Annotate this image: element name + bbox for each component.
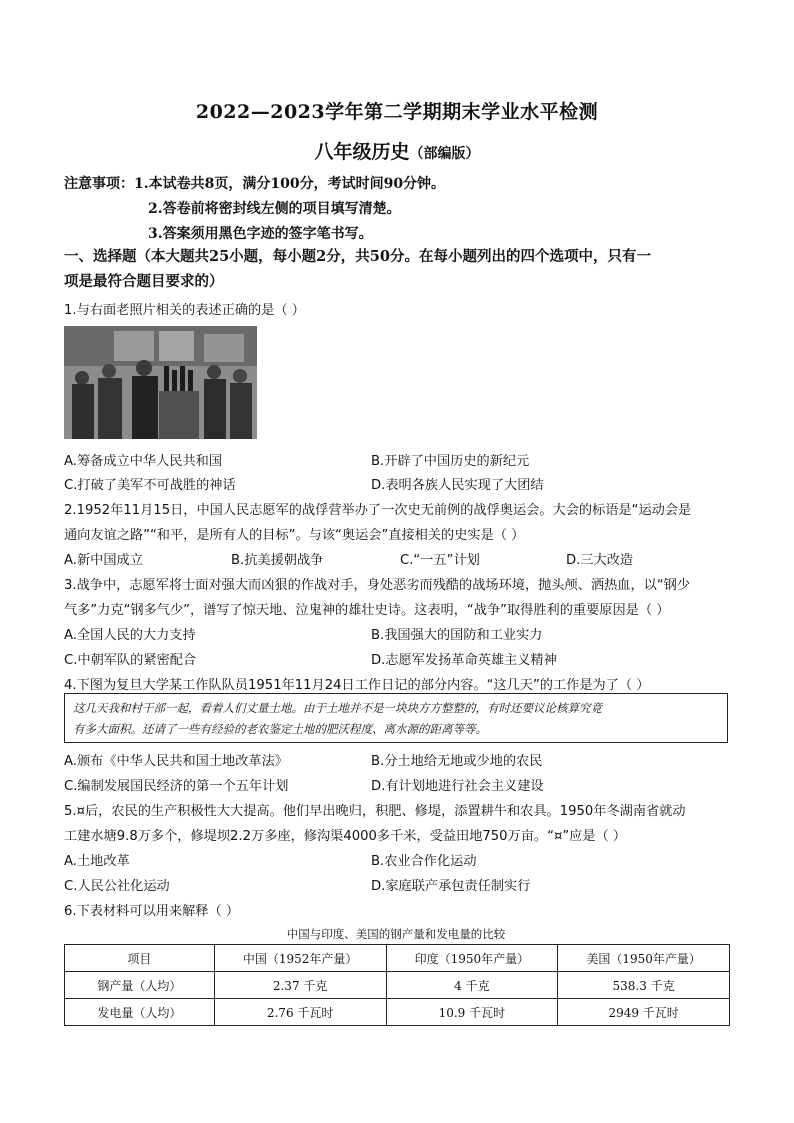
diary-line: 有多大面积。还请了一些有经验的老农鉴定土地的肥沃程度、离水源的距离等等。 bbox=[73, 722, 487, 736]
question-4-stem: 4.下图为复旦大学某工作队队员1951年11月24日工作日记的部分内容。“这几天”的工作是为了（ ） bbox=[64, 678, 650, 693]
option-a: A.土地改革 bbox=[64, 854, 130, 869]
option-d: D.志愿军发扬革命英雄主义精神 bbox=[371, 653, 557, 668]
notice-line-1 bbox=[64, 173, 445, 193]
photo-image bbox=[64, 326, 257, 439]
question-5-stem: 工建水塘9.8万多个，修堤坝2.2万多座，修沟渠4000多千米，受益田地750万亩。“¤”应是（ ） bbox=[64, 829, 627, 844]
option-b: B.抗美援朝战争 bbox=[231, 553, 324, 568]
option-c: C.“一五”计划 bbox=[400, 553, 480, 568]
table-cell: 2949 千瓦时 bbox=[558, 999, 730, 1026]
diary-excerpt-box bbox=[64, 693, 728, 743]
option-b: B.分土地给无地或少地的农民 bbox=[371, 754, 543, 769]
table-header-cell: 项目 bbox=[65, 945, 215, 972]
table-cell: 钢产量（人均） bbox=[65, 972, 215, 999]
option-c: C.编制发展国民经济的第一个五年计划 bbox=[64, 779, 289, 794]
exam-title: 2022—2023学年第二学期期末学业水平检测 bbox=[195, 101, 599, 123]
question-3-stem: 3.战争中，志愿军将士面对强大而凶狠的作战对手，身处恶劣而残酷的战场环境，抛头颅、洒热血，以“钢少 bbox=[64, 578, 691, 593]
table-row bbox=[65, 972, 730, 999]
option-a: A.颁布《中华人民共和国土地改革法》 bbox=[64, 754, 288, 769]
option-b: B.我国强大的国防和工业实力 bbox=[371, 628, 543, 643]
table-row bbox=[65, 999, 730, 1026]
question-6-stem: 6.下表材料可以用来解释（ ） bbox=[64, 904, 240, 919]
table-header-cell: 美国（1950年产量） bbox=[558, 945, 730, 972]
old-photo bbox=[64, 326, 257, 439]
option-b: B.开辟了中国历史的新纪元 bbox=[371, 454, 530, 469]
question-2-stem: 通向友谊之路”“和平，是所有人的目标”。与该“奥运会”直接相关的史实是（ ） bbox=[64, 528, 525, 543]
question-3-stem: 气多”力克“钢多气少”，谱写了惊天地、泣鬼神的雄壮史诗。这表明，“战争”取得胜利的重要原因是（ ） bbox=[64, 603, 670, 618]
diary-line: 这几天我和村干部一起，看着人们丈量土地。由于土地并不是一块块方方整整的，有时还要议论核算究竟 bbox=[73, 701, 602, 715]
subject-title: 八年级历史 bbox=[314, 141, 410, 163]
comparison-table bbox=[64, 944, 730, 1026]
option-d: D.表明各族人民实现了大团结 bbox=[371, 478, 544, 493]
option-d: D.家庭联产承包责任制实行 bbox=[371, 879, 531, 894]
option-c: C.人民公社化运动 bbox=[64, 879, 170, 894]
table-header-row bbox=[65, 945, 730, 972]
table-header-cell: 中国（1952年产量） bbox=[214, 945, 386, 972]
table-caption: 中国与印度、美国的钢产量和发电量的比较 bbox=[286, 927, 506, 941]
option-d: D.有计划地进行社会主义建设 bbox=[371, 779, 544, 794]
table-cell: 2.76 千瓦时 bbox=[214, 999, 386, 1026]
option-a: A.筹备成立中华人民共和国 bbox=[64, 454, 223, 469]
notice-item: 3.答案须用黑色字迹的签字笔书写。 bbox=[148, 226, 373, 242]
section-header-line: 一、选择题（本大题共25小题，每小题2分，共50分。在每小题列出的四个选项中，只有一 bbox=[64, 248, 651, 265]
section-header bbox=[64, 244, 734, 294]
question-5-stem: 5.¤后，农民的生产积极性大大提高。他们早出晚归，积肥、修堤，添置耕牛和农具。1950年冬湖南省就动 bbox=[64, 804, 686, 819]
notice-item: 2.答卷前将密封线左侧的项目填写清楚。 bbox=[148, 201, 401, 217]
edition-label: （部编版） bbox=[409, 146, 480, 162]
option-a: A.全国人民的大力支持 bbox=[64, 628, 196, 643]
option-d: D.三大改造 bbox=[566, 553, 634, 568]
table-header-cell: 印度（1950年产量） bbox=[386, 945, 558, 972]
table-cell: 4 千克 bbox=[386, 972, 558, 999]
question-1-stem: 1.与右面老照片相关的表述正确的是（ ） bbox=[64, 303, 305, 318]
notice-item: 1.本试卷共8页，满分100分，考试时间90分钟。 bbox=[134, 176, 446, 192]
table-cell: 发电量（人均） bbox=[65, 999, 215, 1026]
notice-label: 注意事项： bbox=[64, 176, 134, 192]
option-b: B.农业合作化运动 bbox=[371, 854, 477, 869]
option-c: C.中朝军队的紧密配合 bbox=[64, 653, 197, 668]
table-cell: 538.3 千克 bbox=[558, 972, 730, 999]
exam-subtitle bbox=[0, 137, 794, 164]
option-a: A.新中国成立 bbox=[64, 553, 143, 568]
option-c: C.打破了美军不可战胜的神话 bbox=[64, 478, 236, 493]
question-2-stem: 2.1952年11月15日，中国人民志愿军的战俘营举办了一次史无前例的战俘奥运会。大会的标语是“运动会是 bbox=[64, 503, 692, 518]
table-cell: 10.9 千瓦时 bbox=[386, 999, 558, 1026]
table-cell: 2.37 千克 bbox=[214, 972, 386, 999]
section-header-line: 项是最符合题目要求的） bbox=[64, 273, 224, 290]
